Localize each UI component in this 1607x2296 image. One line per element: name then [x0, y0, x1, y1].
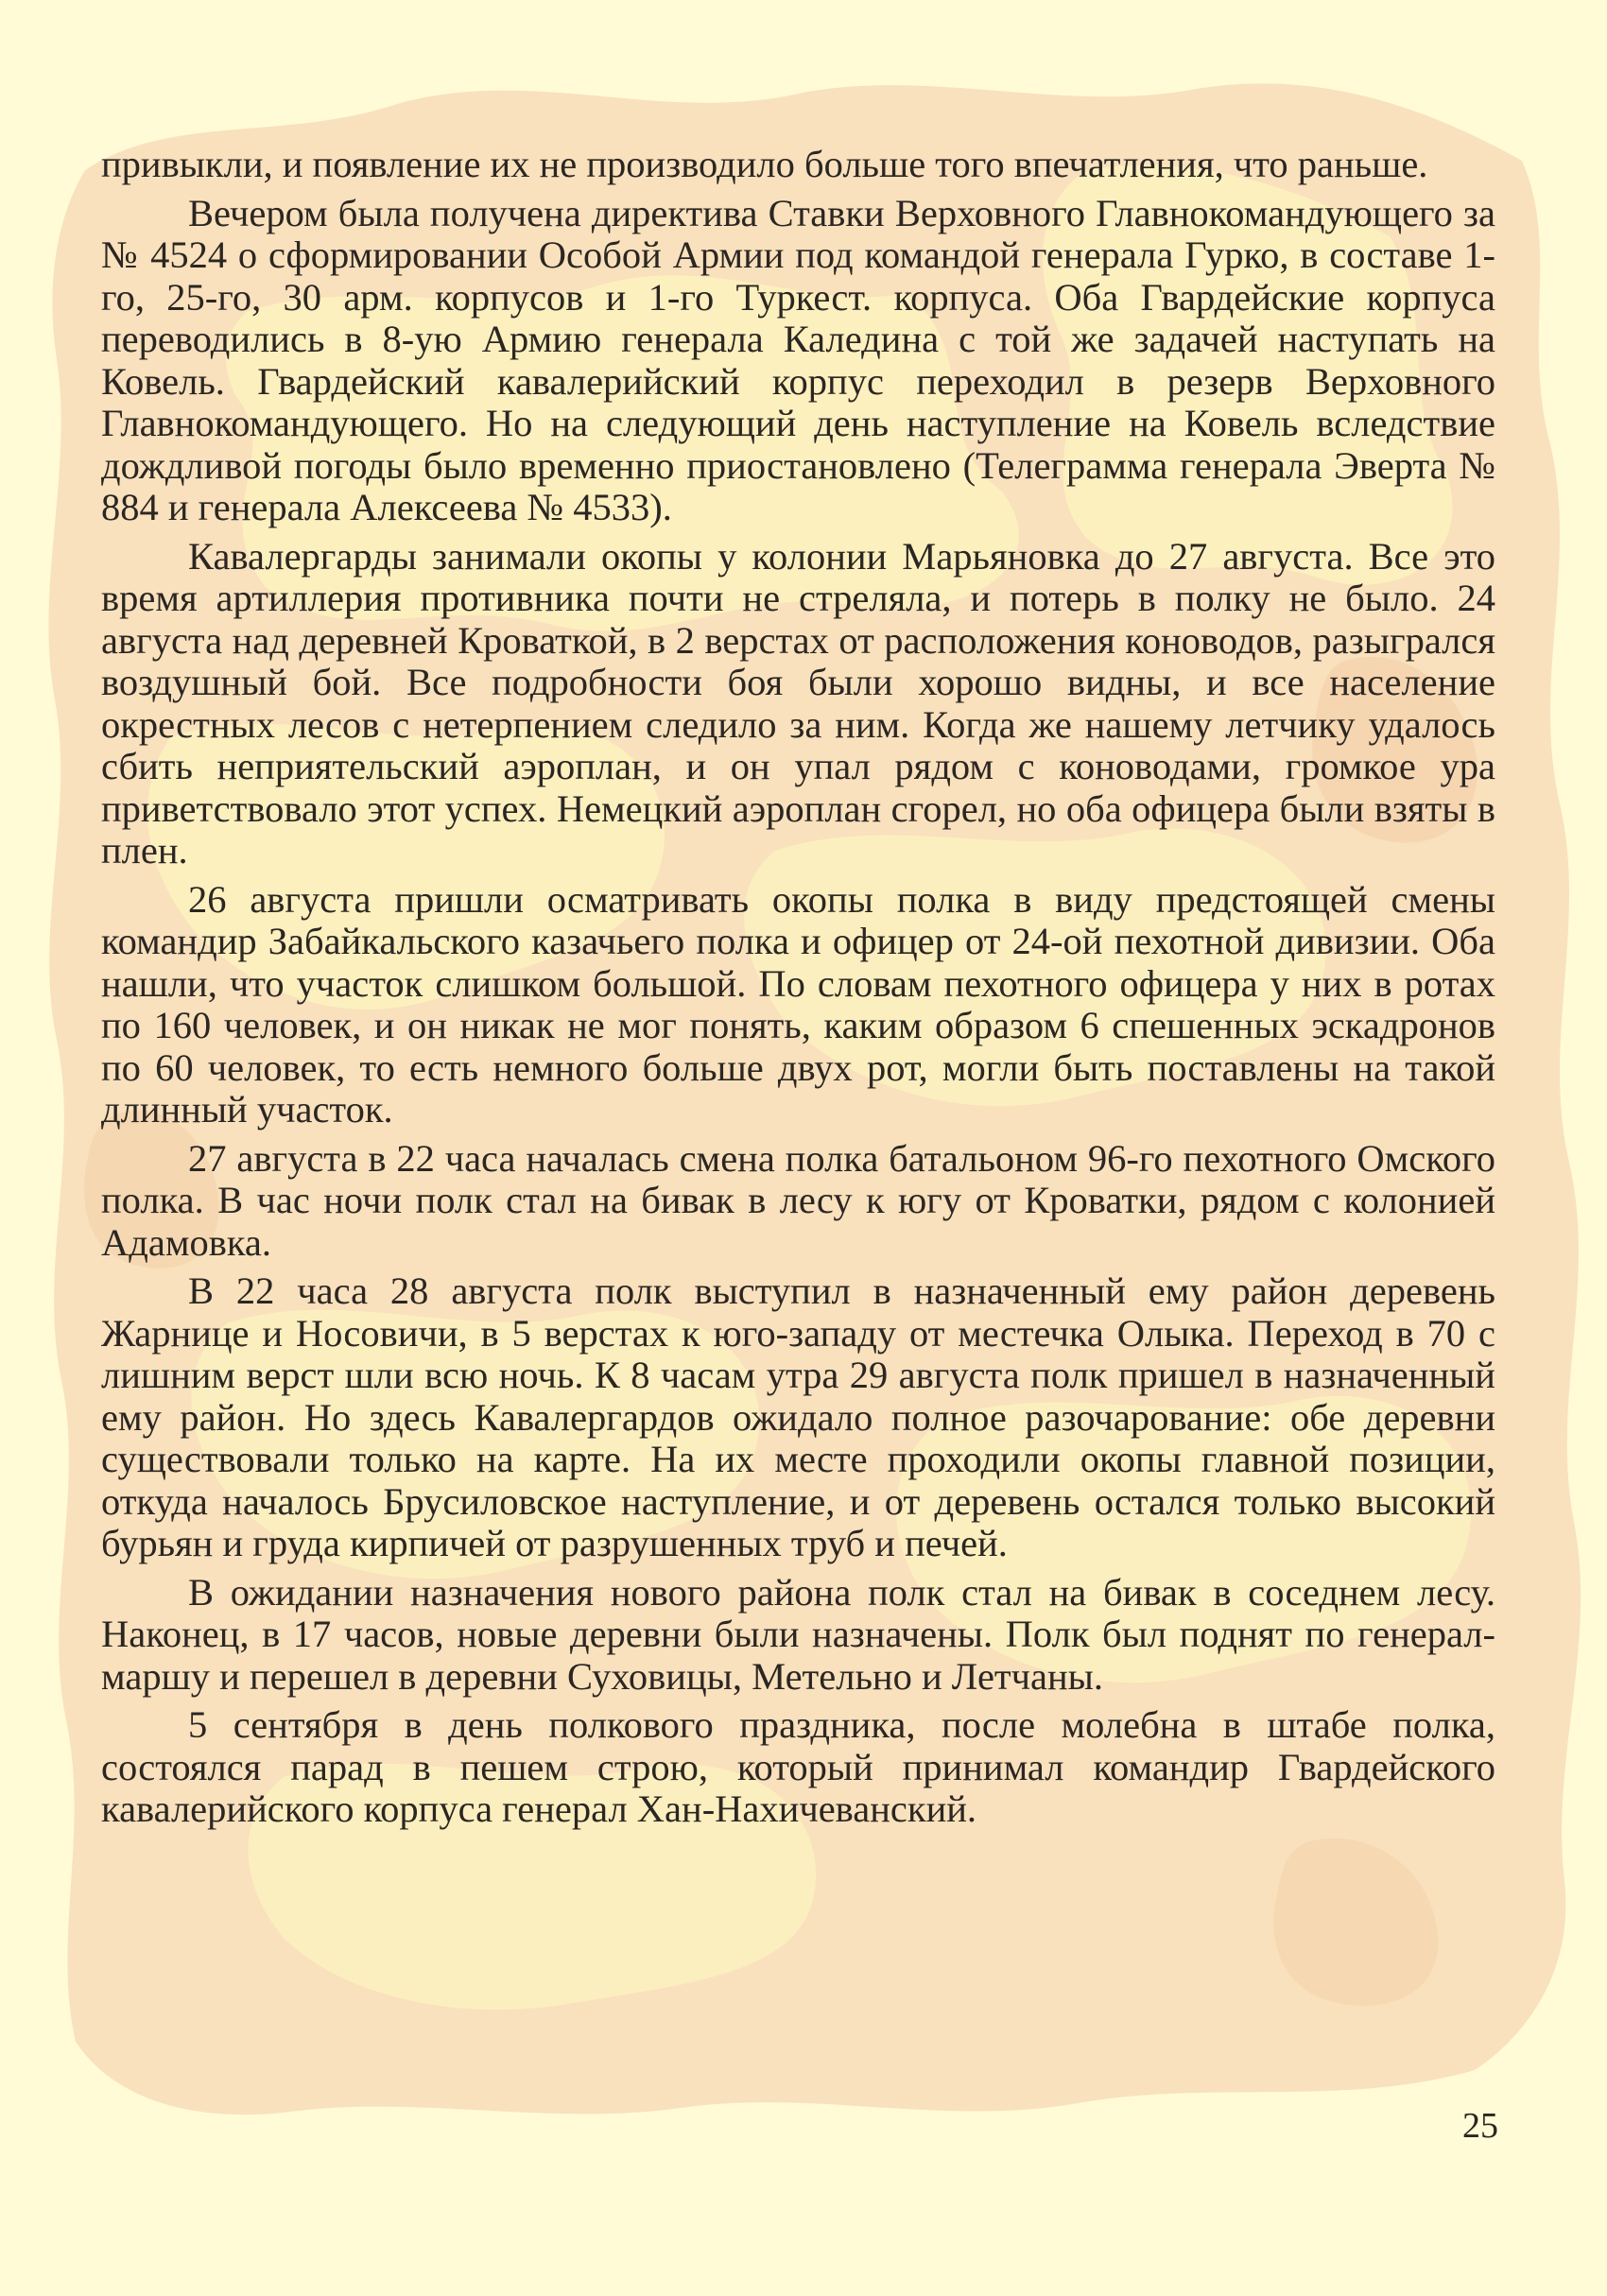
- paragraph-6: В 22 часа 28 августа полк выступил в назначенный ему район деревень Жарнице и Носовичи, в 5 верстах к юго-западу от местечка Олыка. Переход в 70 с лишним верст шли всю ночь. К 8 часам утра 29 августа полк пришел в назначенный ему район. Но здесь Кавалергардов ожидало полное разочарование: обе деревни существовали только на карте. На их месте проходили окопы главной позиции, откуда началось Брусиловское наступление, и от деревень остался только высокий бурьян и груда кирпичей от разрушенных труб и печей.: [101, 1269, 1495, 1564]
- body-text: [101, 144, 1495, 1838]
- paragraph-4: 26 августа пришли осматривать окопы полка в виду предстоящей смены командир Забайкальского казачьего полка и офицер от 24-ой пехотной дивизии. Оба нашли, что участок слишком большой. По словам пехотного офицера у них в ротах по 160 человек, и он никак не мог понять, каким образом 6 спешенных эскадронов по 60 человек, то есть немного больше двух рот, могли быть поставлены на такой длинный участок.: [101, 877, 1495, 1131]
- paragraph-3: Кавалергарды занимали окопы у колонии Марьяновка до 27 августа. Все это время артиллерия противника почти не стреляла, и потерь в полку не было. 24 августа над деревней Кроваткой, в 2 верстах от расположения коноводов, разыгрался воздушный бой. Все подробности боя были хорошо видны, и все население окрестных лесов с нетерпением следило за ним. Когда же нашему летчику удалось сбить неприятельский аэроплан, и он упал рядом с коноводами, громкое ура приветствовало этот успех. Немецкий аэроплан сгорел, но оба офицера были взяты в плен.: [101, 534, 1495, 872]
- paragraph-1: привыкли, и появление их не производило больше того впечатления, что раньше.: [101, 143, 1428, 185]
- paragraph-8: 5 сентября в день полкового праздника, после молебна в штабе полка, состоялся парад в пешем строю, который принимал командир Гвардейского кавалерийского корпуса генерал Хан-Нахичеванский.: [101, 1703, 1495, 1830]
- paragraph-7: В ожидании назначения нового района полк стал на бивак в соседнем лесу. Наконец, в 17 часов, новые деревни были назначены. Полк был поднят по генерал-маршу и перешел в деревни Суховицы, Метельно и Летчаны.: [101, 1570, 1495, 1698]
- paragraph-2: Вечером была получена директива Ставки Верховного Главнокомандующего за № 4524 о сформировании Особой Армии под командой генерала Гурко, в составе 1-го, 25-го, 30 арм. корпусов и 1-го Туркест. корпуса. Оба Гвардейские корпуса переводились в 8-ую Армию генерала Каледина с той же задачей наступать на Ковель. Гвардейский кавалерийский корпус переходил в резерв Верховного Главнокомандующего. Но на следующий день наступление на Ковель вследствие дождливой погоды было временно приостановлено (Телеграмма генерала Эверта № 884 и генерала Алексеева № 4533).: [101, 191, 1495, 528]
- page-number: 25: [1462, 2106, 1498, 2146]
- paragraph-5: 27 августа в 22 часа началась смена полка батальоном 96-го пехотного Омского полка. В час ночи полк стал на бивак в лесу к югу от Кроватки, рядом с колонией Адамовка.: [101, 1136, 1495, 1264]
